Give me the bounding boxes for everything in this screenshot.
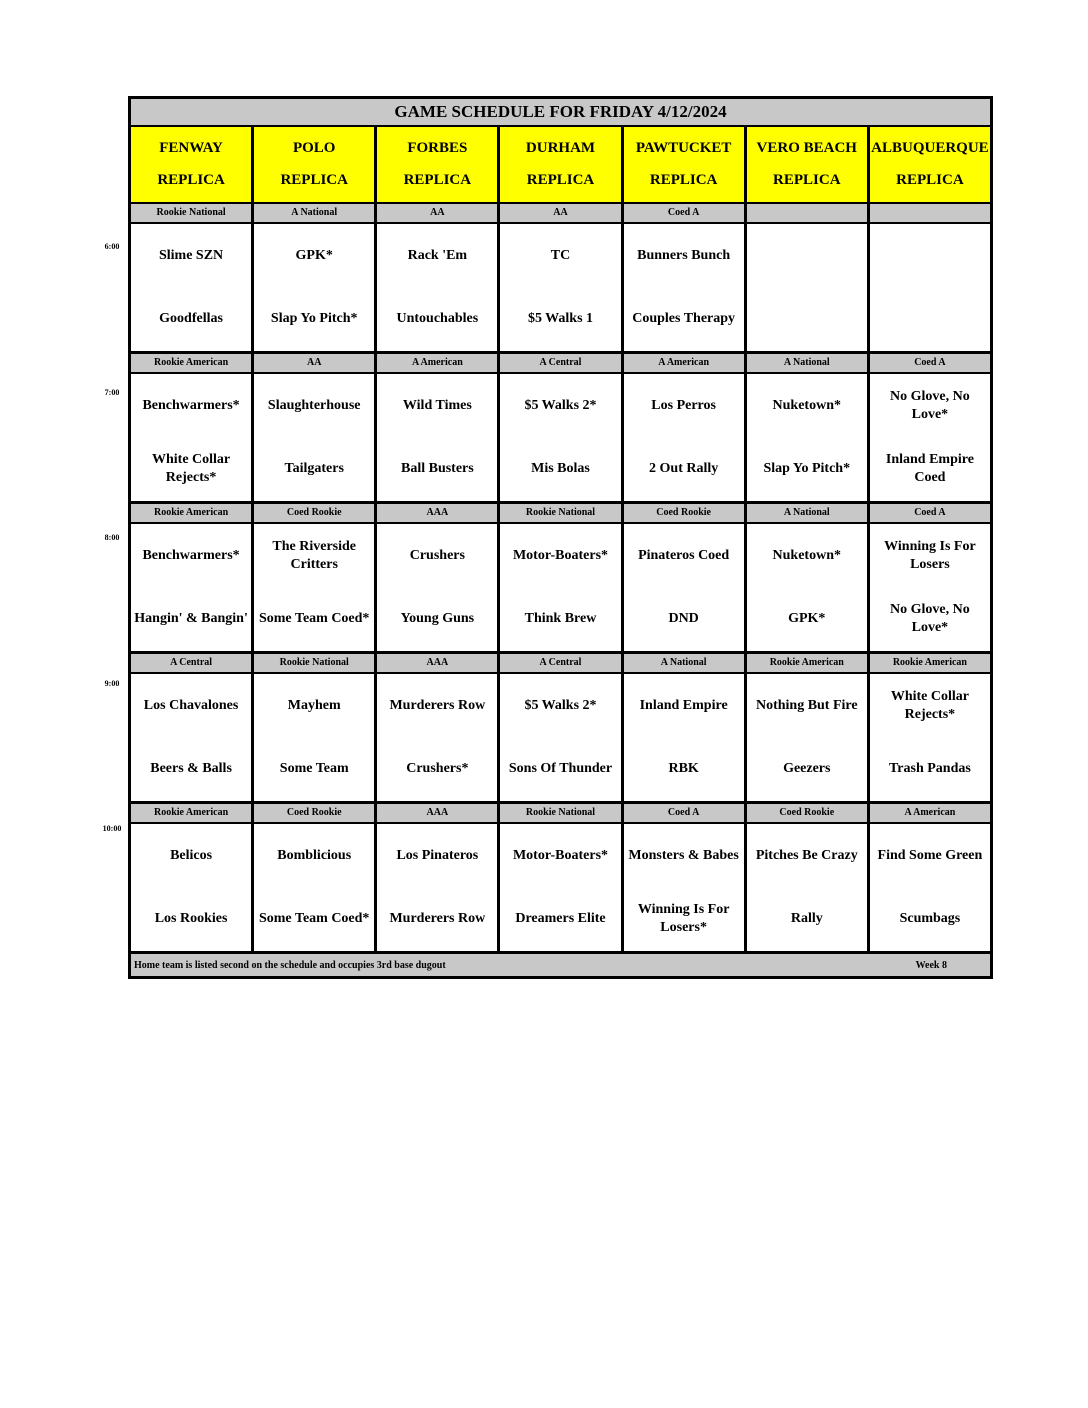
- home-team: GPK*: [788, 611, 826, 627]
- home-team: Winning Is For Losers*: [637, 902, 730, 936]
- home-team: [747, 288, 867, 352]
- schedule-footer: [131, 954, 990, 976]
- game-cell: [131, 224, 254, 351]
- home-team: Trash Pandas: [889, 761, 971, 777]
- away-team: Winning Is For Losers: [884, 538, 976, 572]
- league-label: Coed A: [624, 204, 747, 222]
- away-team: Rack 'Em: [407, 247, 468, 263]
- away-team: White Collar Rejects*: [890, 688, 969, 722]
- league-label: Rookie National: [254, 654, 377, 672]
- league-row: [131, 504, 990, 524]
- league-label: Rookie American: [131, 354, 254, 372]
- away-team: Benchwarmers*: [142, 397, 240, 413]
- games-row: [131, 524, 990, 654]
- time-label: 7:00: [104, 388, 120, 397]
- field-header: [377, 127, 500, 202]
- home-team: Some Team Coed*: [258, 911, 370, 927]
- home-team: Sons Of Thunder: [508, 761, 613, 777]
- field-sub: REPLICA: [280, 171, 348, 188]
- home-team: Think Brew: [524, 611, 597, 627]
- home-team: Los Rookies: [154, 911, 228, 927]
- game-cell: [254, 824, 377, 951]
- week-label: Week 8: [915, 959, 947, 971]
- field-header: [254, 127, 377, 202]
- league-row: [131, 654, 990, 674]
- league-label: Rookie National: [500, 804, 623, 822]
- away-team: Motor-Boaters*: [512, 547, 609, 563]
- league-row: [131, 204, 990, 224]
- away-team: Wild Times: [402, 397, 472, 413]
- away-team: Belicos: [170, 847, 213, 863]
- away-team: Bunners Bunch: [637, 247, 731, 263]
- game-cell: [254, 224, 377, 351]
- league-row: [131, 354, 990, 374]
- league-label: AAA: [377, 654, 500, 672]
- home-team: [870, 288, 990, 352]
- away-team: Nothing But Fire: [755, 697, 858, 713]
- home-team: Beers & Balls: [150, 761, 232, 777]
- away-team: [747, 224, 867, 288]
- league-label: AAA: [377, 504, 500, 522]
- away-team: Nuketown*: [772, 397, 841, 413]
- league-label: Rookie American: [892, 657, 967, 668]
- field-name: PAWTUCKET: [635, 140, 732, 157]
- away-team: $5 Walks 2*: [524, 397, 597, 413]
- field-header: [747, 127, 870, 202]
- home-team: Goodfellas: [159, 311, 223, 327]
- league-label: A Central: [500, 654, 623, 672]
- field-sub: REPLICA: [157, 171, 225, 188]
- home-team: Hangin' & Bangin': [134, 611, 248, 627]
- away-team: GPK*: [295, 247, 333, 263]
- away-team: [870, 224, 990, 288]
- home-team: Slap Yo Pitch*: [270, 311, 358, 327]
- game-cell: [500, 374, 623, 501]
- league-label: Rookie American: [747, 654, 870, 672]
- league-label: A National: [624, 654, 747, 672]
- league-label: Coed A: [914, 507, 946, 518]
- home-team: Mis Bolas: [531, 461, 590, 477]
- home-team: RBK: [668, 761, 699, 777]
- away-team: TC: [550, 247, 571, 263]
- games-row: [131, 224, 990, 354]
- away-team: Slaughterhouse: [267, 397, 361, 413]
- field-name: ALBUQUERQUE: [871, 140, 989, 157]
- home-team: $5 Walks 1: [527, 311, 594, 327]
- game-cell: [131, 374, 254, 501]
- away-team: Motor-Boaters*: [512, 847, 609, 863]
- league-label: Coed Rookie: [254, 804, 377, 822]
- home-team: Rally: [790, 911, 823, 927]
- home-team: Scumbags: [899, 911, 961, 927]
- game-cell: [131, 674, 254, 801]
- game-cell: [500, 224, 623, 351]
- away-team: The Riverside Critters: [272, 538, 357, 572]
- game-cell: [870, 524, 990, 651]
- league-label: Coed A: [914, 357, 946, 368]
- away-team: $5 Walks 2*: [524, 697, 597, 713]
- game-cell: [131, 524, 254, 651]
- game-cell: [747, 674, 870, 801]
- away-team: Monsters & Babes: [628, 847, 739, 863]
- game-cell: [870, 824, 990, 951]
- away-team: Benchwarmers*: [142, 547, 240, 563]
- game-cell: [747, 224, 870, 351]
- league-label: Rookie National: [500, 504, 623, 522]
- home-team: No Glove, No Love*: [890, 602, 970, 636]
- games-row: [131, 374, 990, 504]
- league-label: A National: [747, 504, 870, 522]
- game-cell: [377, 224, 500, 351]
- league-label: A Central: [131, 654, 254, 672]
- away-team: Find Some Green: [877, 847, 983, 863]
- game-cell: [377, 674, 500, 801]
- league-label: Rookie American: [131, 804, 254, 822]
- field-sub: REPLICA: [403, 171, 472, 188]
- field-sub: REPLICA: [526, 171, 595, 188]
- league-label: A American: [624, 354, 747, 372]
- field-header: [870, 127, 990, 202]
- away-team: Pinateros Coed: [638, 547, 730, 563]
- time-label: 9:00: [104, 679, 120, 688]
- league-label: Coed Rookie: [254, 504, 377, 522]
- league-label: A American: [377, 354, 500, 372]
- home-team: DND: [668, 611, 699, 627]
- game-cell: [500, 674, 623, 801]
- home-team: Couples Therapy: [632, 311, 736, 327]
- game-cell: [624, 824, 747, 951]
- field-sub: REPLICA: [649, 171, 718, 188]
- home-team: Crushers*: [406, 761, 469, 777]
- field-name: FORBES: [407, 140, 468, 157]
- league-label: Coed A: [624, 804, 747, 822]
- games-row: [131, 824, 990, 954]
- away-team: Mayhem: [287, 697, 341, 713]
- game-cell: [624, 374, 747, 501]
- league-label: Rookie National: [131, 204, 254, 222]
- time-label: 6:00: [104, 242, 120, 251]
- home-team: 2 Out Rally: [649, 461, 719, 477]
- away-team: Slime SZN: [158, 247, 224, 263]
- field-header: [624, 127, 747, 202]
- league-label: AA: [377, 204, 500, 222]
- game-cell: [254, 374, 377, 501]
- home-team: Slap Yo Pitch*: [763, 461, 851, 477]
- field-name: FENWAY: [159, 140, 223, 157]
- away-team: Murderers Row: [389, 697, 486, 713]
- league-label: AAA: [377, 804, 500, 822]
- game-cell: [377, 374, 500, 501]
- games-row: [131, 674, 990, 804]
- field-header: [500, 127, 623, 202]
- time-label: 10:00: [102, 824, 122, 833]
- league-row: [131, 804, 990, 824]
- home-team: Some Team Coed*: [258, 611, 370, 627]
- league-label: AA: [500, 204, 623, 222]
- away-team: Crushers: [409, 547, 465, 563]
- game-cell: [624, 674, 747, 801]
- league-label: Rookie American: [131, 504, 254, 522]
- home-team: Untouchables: [396, 311, 479, 327]
- game-cell: [747, 524, 870, 651]
- game-cell: [377, 524, 500, 651]
- league-label: A Central: [500, 354, 623, 372]
- field-name: VERO BEACH: [756, 140, 857, 157]
- field-name: POLO: [292, 140, 336, 157]
- league-label: A National: [254, 204, 377, 222]
- footer-note: Home team is listed second on the schedule and occupies 3rd base dugout: [134, 959, 446, 971]
- game-cell: [377, 824, 500, 951]
- game-cell: [870, 224, 990, 351]
- game-cell: [870, 674, 990, 801]
- game-cell: [624, 524, 747, 651]
- home-team: Inland Empire Coed: [885, 452, 974, 486]
- game-cell: [870, 374, 990, 501]
- away-team: Los Pinateros: [396, 847, 479, 863]
- away-team: Inland Empire: [639, 697, 728, 713]
- home-team: Geezers: [783, 761, 831, 777]
- game-cell: [747, 374, 870, 501]
- field-header: [131, 127, 254, 202]
- home-team: White Collar Rejects*: [151, 452, 231, 486]
- league-label: AA: [254, 354, 377, 372]
- away-team: Los Perros: [651, 397, 716, 413]
- home-team: Dreamers Elite: [515, 911, 606, 927]
- game-cell: [624, 224, 747, 351]
- field-sub: REPLICA: [773, 171, 841, 188]
- league-label: Coed Rookie: [624, 504, 747, 522]
- away-team: No Glove, No Love*: [890, 388, 970, 422]
- league-label: A National: [747, 354, 870, 372]
- home-team: Young Guns: [400, 611, 475, 627]
- home-team: Murderers Row: [389, 911, 486, 927]
- field-name: DURHAM: [525, 140, 596, 157]
- away-team: Nuketown*: [772, 547, 841, 563]
- away-team: Pitches Be Crazy: [755, 847, 858, 863]
- league-label: [747, 204, 870, 222]
- game-cell: [254, 674, 377, 801]
- home-team: Tailgaters: [284, 461, 344, 477]
- game-cell: [131, 824, 254, 951]
- field-header-row: [131, 127, 990, 204]
- home-team: Some Team: [279, 761, 349, 777]
- game-cell: [500, 824, 623, 951]
- schedule-table: [128, 96, 993, 979]
- league-label: Coed Rookie: [747, 804, 870, 822]
- schedule-title: GAME SCHEDULE FOR FRIDAY 4/12/2024: [131, 99, 990, 127]
- away-team: Los Chavalones: [143, 697, 239, 713]
- league-label: A American: [904, 807, 956, 818]
- time-label: 8:00: [104, 533, 120, 542]
- away-team: Bomblicious: [277, 847, 352, 863]
- home-team: Ball Busters: [400, 461, 474, 477]
- game-cell: [747, 824, 870, 951]
- game-cell: [254, 524, 377, 651]
- game-cell: [500, 524, 623, 651]
- field-sub: REPLICA: [896, 171, 964, 188]
- league-label: [870, 204, 990, 222]
